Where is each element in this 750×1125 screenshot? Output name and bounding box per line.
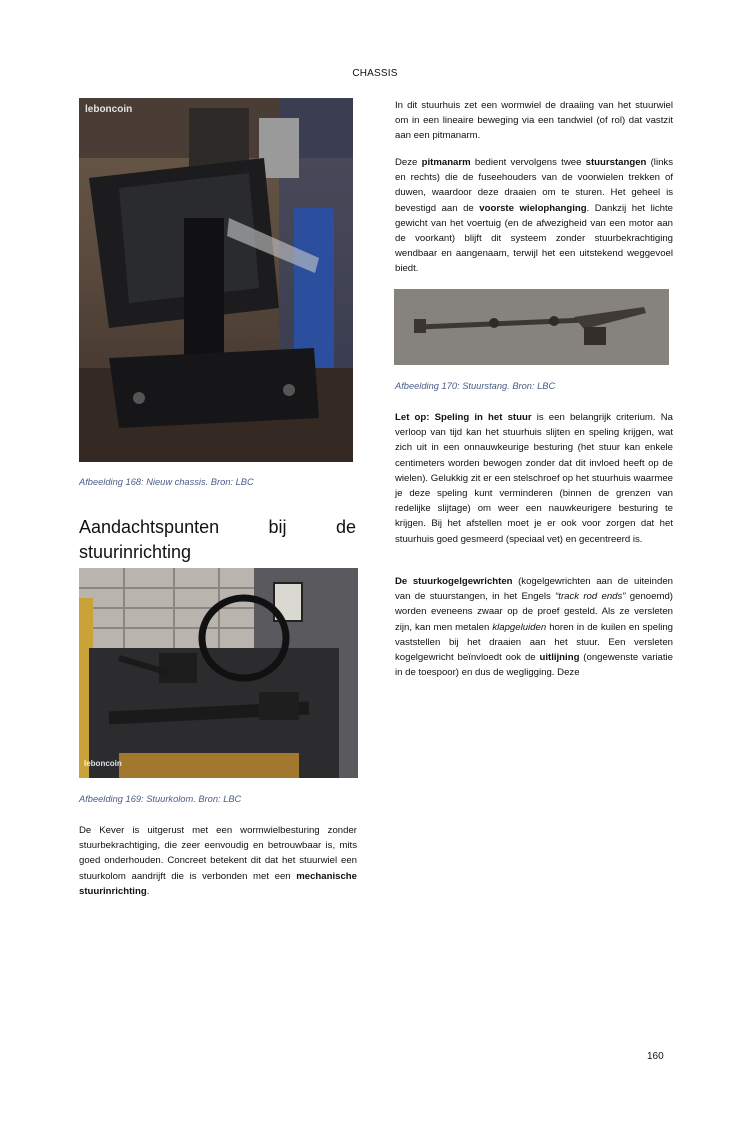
text-span: (links en rechts) die de fuseehouders van de voorwielen trekken of duwen, waardoor deze draaien om te sturen. Het geheel is bevestigd aan de <box>395 157 674 214</box>
text-span: (ongewenste variatie in de toespoor) en dus de wegligging. Deze <box>395 652 673 679</box>
left-paragraph-1 <box>79 823 357 899</box>
tie-rod-image <box>394 289 669 365</box>
tie-rod-photo <box>394 289 669 365</box>
page-number: 160 <box>647 1051 664 1062</box>
bold-term: pitmanarm <box>421 157 471 168</box>
heading-word-2: bij <box>268 517 287 537</box>
figure-caption-170: Afbeelding 170: Stuurstang. Bron: LBC <box>395 381 556 391</box>
bold-term: De stuurkogelgewrichten <box>395 576 513 587</box>
section-heading <box>79 515 356 565</box>
figure-caption-168: Afbeelding 168: Nieuw chassis. Bron: LBC <box>79 477 254 487</box>
chassis-image <box>79 98 353 462</box>
text-span: (kogelgewrichten aan de uiteinden van de stuurstangen, in het Engels <box>395 576 673 603</box>
right-paragraph-1: In dit stuurhuis zet een wormwiel de draaiing van het stuurwiel om in een lineaire beweging via een tandwiel (of rol) dat vastzit aan een pitmanarm. <box>395 100 673 142</box>
text-span: . Dankzij het lichte gewicht van het voertuig (en de afwezigheid van een motor aan de voorkant) blijft dit systeem zonder stuurbekrachtiging wendbaar en aangenaam, terwijl het een uitstekend weggevoel biedt. <box>395 202 673 275</box>
right-paragraph-4 <box>395 574 673 680</box>
bold-term: uitlijning <box>539 652 580 664</box>
italic-term: klapgeluiden <box>492 621 547 633</box>
running-header: CHASSIS <box>352 68 398 79</box>
text-span: genoemd) worden eveneens zwaar op de proef gesteld. Als ze versleten zijn, kan men metalen <box>395 591 673 633</box>
bold-term: Let op: Speling in het stuur <box>395 412 532 423</box>
figure-caption-169: Afbeelding 169: Stuurkolom. Bron: LBC <box>79 794 242 804</box>
text-span: horen in de kuilen en speling vaststellen bij het draaien aan het stuur. Een versleten kogelgewricht beïnvloedt ook de <box>395 621 673 664</box>
bold-term: mechanische stuurinrichting <box>79 870 357 897</box>
heading-word-3: de <box>335 517 356 537</box>
italic-term: “track rod ends” <box>555 591 626 603</box>
watermark: leboncoin <box>84 759 122 768</box>
text-span: De Kever is uitgerust met een wormwielbesturing zonder stuurbekrachtiging, die zeer eenvoudig en betrouwbaar is, mits goed onderhouden. Concreet betekent dit dat het stuurwiel een stuurkolom aandrijft die is verbonden met een <box>79 825 357 882</box>
bold-term: stuurstangen <box>585 157 647 168</box>
heading-line-2: stuurinrichting <box>79 542 192 562</box>
text-span: bedient vervolgens twee <box>470 157 586 168</box>
bold-term: voorste wielophanging <box>479 202 587 214</box>
watermark: leboncoin <box>85 104 133 115</box>
text-span: . <box>146 885 150 897</box>
steering-column-image <box>79 568 358 778</box>
text-span: is een belangrijk criterium. Na verloop van tijd kan het stuurhuis slijten en speling krijgen, wat zich uit in een onnauwkeurige besturing (het stuur kan enkele centimeters worden bewogen zonder dat dit invloed heeft op de wielen). Gelukkig zit er een stelschroef op het stuurhuis waarmee je deze speling kunt verminderen (binnen de grenzen van redelijke slijtage) om weer een nauwkeurigere besturing te krijgen. Bij het afstellen moet je er ook voor zorgen dat het stuurhuis goed gesmeerd (speciaal vet) en gecentreerd is. <box>395 412 673 545</box>
steering-column-photo <box>79 568 358 778</box>
heading-word-1: Aandachtspunten <box>79 517 220 537</box>
chassis-photo <box>79 98 353 462</box>
text-span: Deze <box>395 157 422 168</box>
right-paragraph-2 <box>395 155 673 277</box>
right-paragraph-3 <box>395 410 673 547</box>
